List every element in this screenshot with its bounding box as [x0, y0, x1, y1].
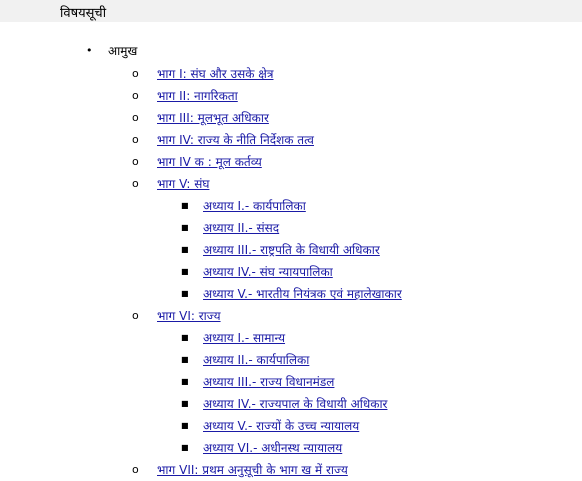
toc-chapter-link[interactable]: अध्याय IV.- राज्यपाल के विधायी अधिकार	[203, 397, 388, 411]
circle-bullet-icon: o	[132, 177, 139, 190]
square-bullet-icon: ■	[181, 201, 189, 210]
toc-part-link-4a[interactable]: भाग IV क : मूल कर्तव्य	[157, 155, 262, 169]
toc-chapter-link[interactable]: अध्याय V.- राज्यों के उच्च न्यायालय	[203, 419, 360, 433]
square-bullet-icon: ■	[181, 245, 189, 254]
square-bullet-icon: ■	[181, 267, 189, 276]
bullet-icon: •	[86, 44, 93, 57]
circle-bullet-icon: o	[132, 89, 139, 102]
toc-part-link-5[interactable]: भाग V: संघ	[157, 177, 210, 191]
circle-bullet-icon: o	[132, 133, 139, 146]
toc-chapter-link[interactable]: अध्याय I.- सामान्य	[203, 331, 286, 345]
square-bullet-icon: ■	[181, 443, 189, 452]
square-bullet-icon: ■	[181, 333, 189, 342]
toc-title: विषयसूची	[60, 6, 107, 21]
circle-bullet-icon: o	[132, 309, 139, 322]
circle-bullet-icon: o	[132, 67, 139, 80]
toc-chapter-link[interactable]: अध्याय IV.- संघ न्यायपालिका	[203, 265, 333, 279]
toc-chapter-link[interactable]: अध्याय I.- कार्यपालिका	[203, 199, 306, 213]
toc-chapter-link[interactable]: अध्याय VI.- अधीनस्थ न्यायालय	[203, 441, 343, 455]
toc-preamble: आमुख	[108, 44, 138, 58]
toc-part-link-1[interactable]: भाग I: संघ और उसके क्षेत्र	[157, 67, 274, 81]
toc-chapter-link[interactable]: अध्याय III.- राष्ट्रपति के विधायी अधिकार	[203, 243, 380, 257]
square-bullet-icon: ■	[181, 377, 189, 386]
toc-part-link-2[interactable]: भाग II: नागरिकता	[157, 89, 238, 103]
circle-bullet-icon: o	[132, 111, 139, 124]
toc-part-link-7[interactable]: भाग VII: प्रथम अनुसूची के भाग ख में राज्य	[157, 463, 348, 477]
toc-chapter-link[interactable]: अध्याय II.- कार्यपालिका	[203, 353, 310, 367]
toc-chapter-link[interactable]: अध्याय III.- राज्य विधानमंडल	[203, 375, 335, 389]
circle-bullet-icon: o	[132, 463, 139, 476]
toc-part-link-4[interactable]: भाग IV: राज्य के नीति निर्देशक तत्व	[157, 133, 314, 147]
circle-bullet-icon: o	[132, 155, 139, 168]
square-bullet-icon: ■	[181, 223, 189, 232]
toc-chapter-link[interactable]: अध्याय V.- भारतीय नियंत्रक एवं महालेखाकार	[203, 287, 402, 301]
square-bullet-icon: ■	[181, 399, 189, 408]
square-bullet-icon: ■	[181, 355, 189, 364]
toc-part-link-3[interactable]: भाग III: मूलभूत अधिकार	[157, 111, 269, 125]
toc-chapter-link[interactable]: अध्याय II.- संसद	[203, 221, 280, 235]
square-bullet-icon: ■	[181, 421, 189, 430]
square-bullet-icon: ■	[181, 289, 189, 298]
toc-part-link-6[interactable]: भाग VI: राज्य	[157, 309, 221, 323]
